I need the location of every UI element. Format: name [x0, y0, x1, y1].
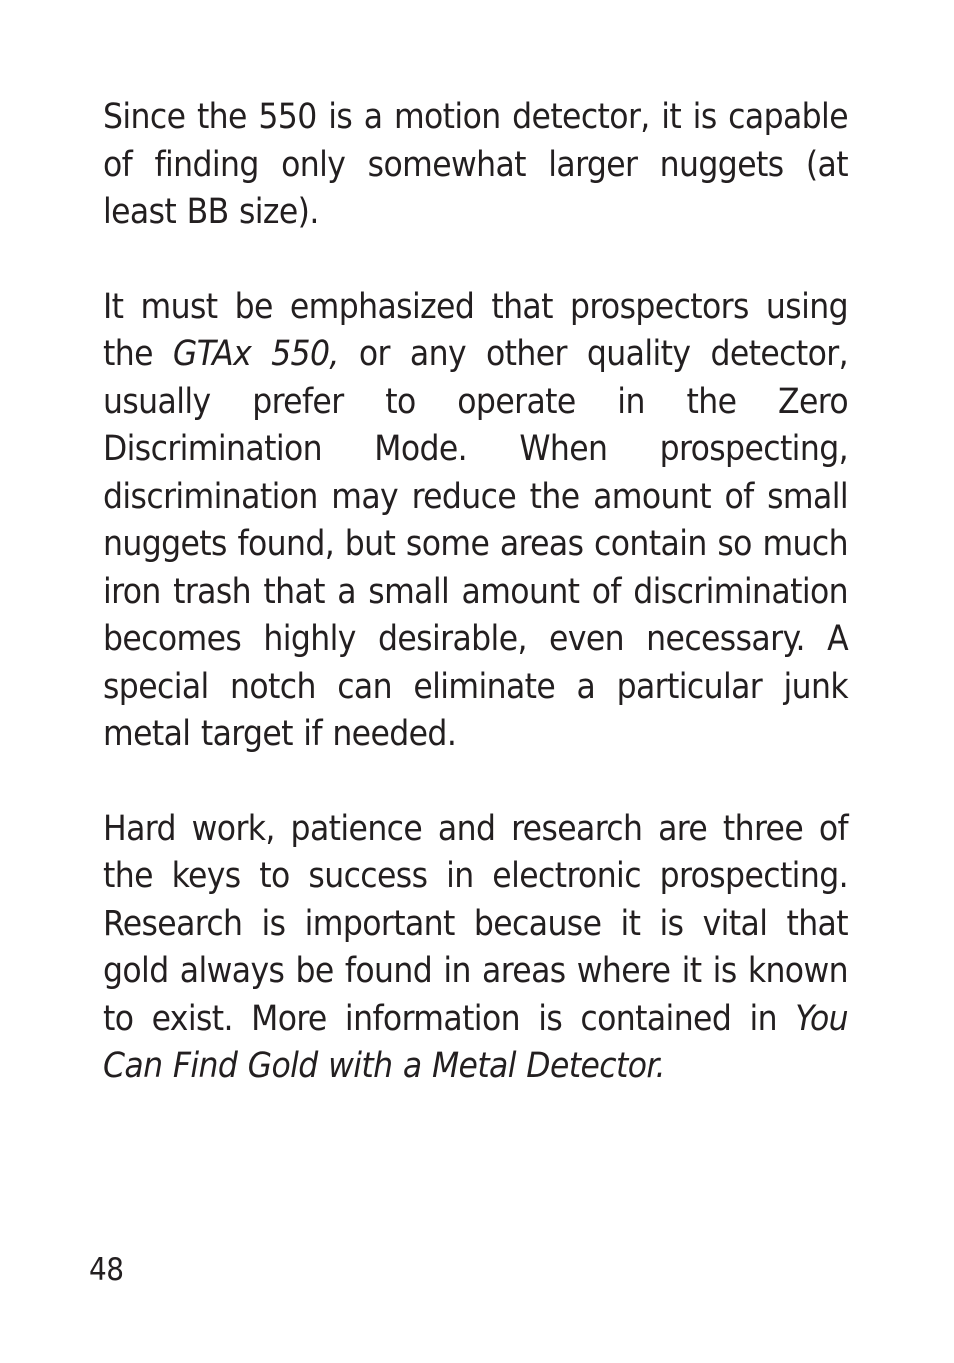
book-title: You Can Find Gold with a Metal Detector. — [103, 998, 848, 1086]
paragraph-1-text: Since the 550 is a motion detector, it is capable of finding only somewhat larger nuggets (at least BB size). — [103, 97, 848, 232]
paragraph-2-text-b: or any other quality detector, usually prefer to operate in the Zero Discrimination Mode. When prospecting, discrimination may reduce the amount of small nuggets found, but some areas contain so much iron trash that a small amount of discrimination becomes highly desirable, even necessary. A special notch can eliminate a particular junk metal target if needed. — [103, 334, 849, 754]
model-name: GTAx 550, — [172, 334, 339, 374]
paragraph-discrimination — [103, 284, 848, 759]
paragraph-3-text: Hard work, patience and research are three of the keys to success in electronic prospecting. Research is important because it is vital that gold always be found in areas where it is known to exist. More information is contained in — [103, 808, 848, 1039]
paragraph-research — [103, 806, 848, 1091]
paragraph-motion-detector — [103, 94, 848, 237]
body-text — [103, 94, 848, 1138]
page-number: 48 — [89, 1252, 124, 1288]
paragraph-2-text-a: It must be emphasized that prospectors using the — [103, 286, 848, 374]
